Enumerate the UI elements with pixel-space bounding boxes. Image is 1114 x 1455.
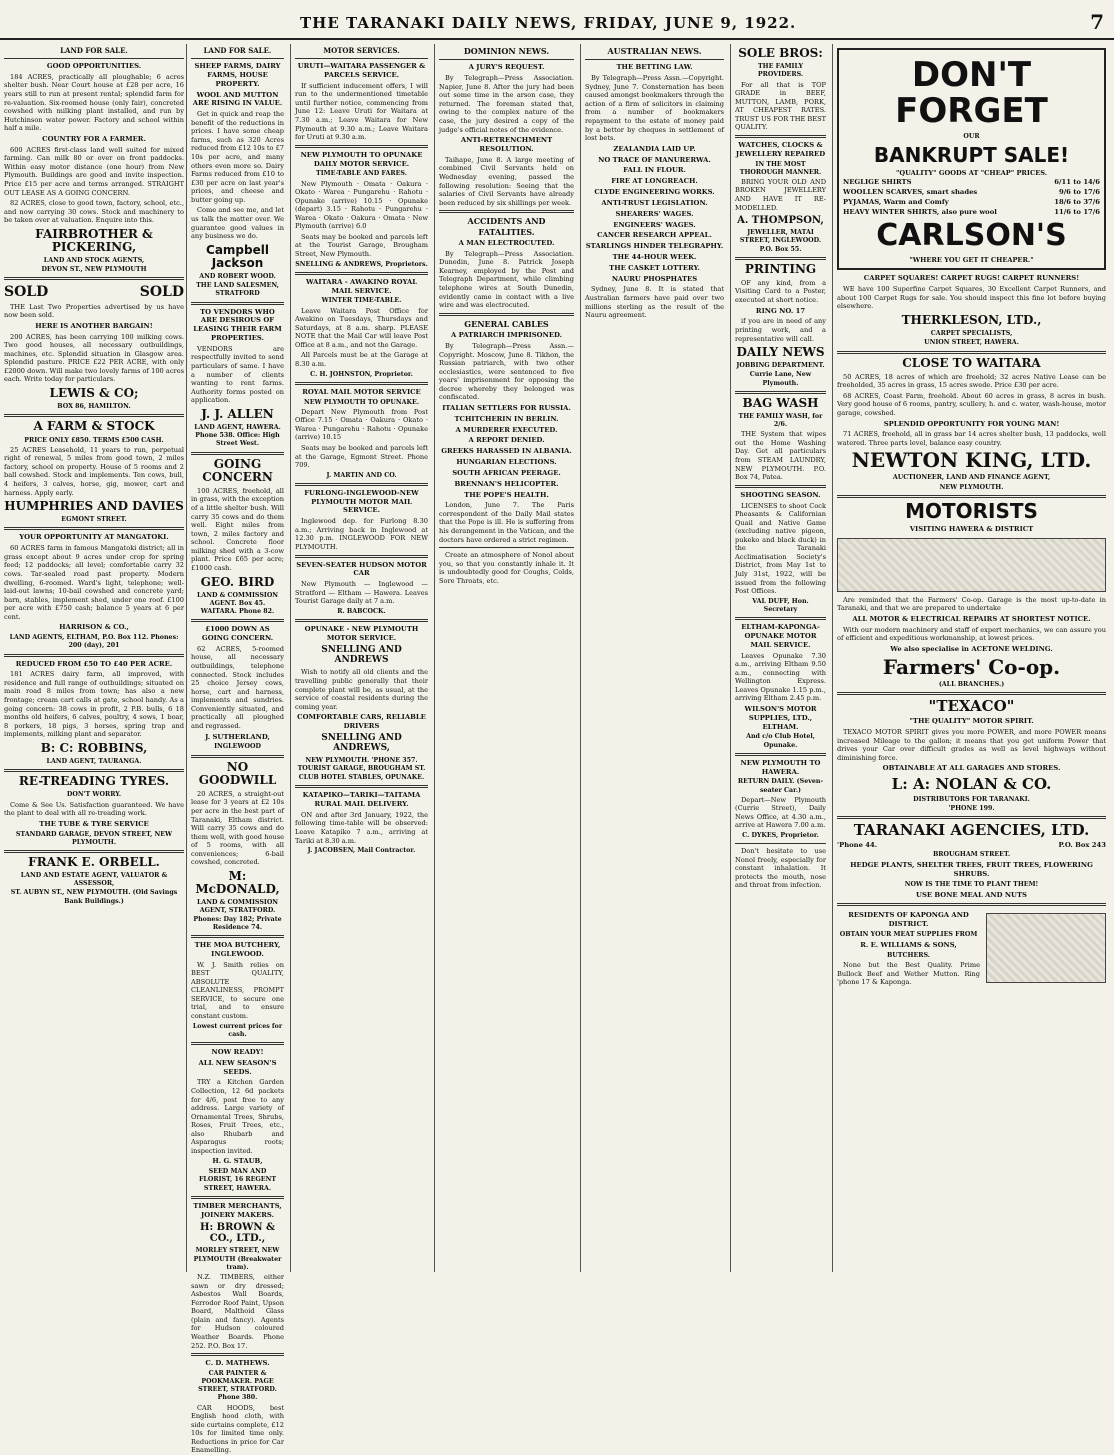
- news-heading: NO TRACE OF MANURERWA.: [598, 155, 711, 164]
- proprietor: C. H. JOHNSTON, Proprietor.: [310, 370, 413, 378]
- ad-text: 25 ACRES Leasehold, 11 years to run, perpetual right of renewal, 5 miles from good town, 2 miles factory, school on property. House of 5 rooms and 2 ball cowshed. Stock and implements. Ten cows, bull, 4 heifers, 3 calves, horse, gig, mower, cart and harness. Apply early.: [4, 445, 184, 497]
- ad-heading: KATAPIKO—TARIKI—TAITAMA RURAL MAIL DELIVERY.: [302, 791, 421, 809]
- ad-headline: DON'T FORGET: [895, 55, 1048, 131]
- ad-heading: GOOD OPPORTUNITIES.: [46, 62, 142, 71]
- news-text: By Telegraph—Press Assn.—Copyright. Moscow, June 8. Tikhon, the Russian patriarch, with two other ecclesiastics, were sentenced to five years' imprisonment for opposing the decree whereby they belonged was confiscated.: [439, 341, 574, 402]
- ad-text: ON and after 3rd January, 1922, the following time-table will be observed: Leave Katapiko 7 a.m., arriving at Tariki at 8.30 a.m.: [295, 810, 428, 845]
- store-name: Farmers' Co-op.: [882, 654, 1061, 679]
- ad-heading: TO VENDORS WHO ARE DESIROUS OF LEASING THEIR FARM PROPERTIES.: [193, 307, 282, 343]
- news-heading: SOUTH AFRICAN PEERAGE.: [452, 468, 561, 477]
- agent-address: LAND & COMMISSION AGENT. Box 45. WAITARA. Phone 82.: [196, 591, 279, 616]
- news-heading: STARLINGS HINDER TELEGRAPHY.: [585, 242, 724, 251]
- news-heading: ZEALANDIA LAID UP.: [613, 144, 696, 153]
- proprietor: C. DYKES, Proprietor.: [742, 831, 819, 839]
- ad-headline: CLOSE TO WAITARA: [902, 355, 1041, 370]
- agent-name: HUMPHRIES AND DAVIES: [4, 499, 184, 514]
- news-heading: HUNGARIAN ELECTIONS.: [456, 458, 557, 467]
- proprietor: SNELLING & ANDREWS, Proprietors.: [295, 260, 428, 268]
- agent-address: Currie Lane, New Plymouth.: [749, 371, 812, 387]
- ad-heading: SPLENDID OPPORTUNITY FOR YOUNG MAN!: [883, 419, 1060, 428]
- ad-heading: USE BONE MEAL AND NUTS: [916, 891, 1027, 900]
- agent-address: BOX 86, HAMILTON.: [57, 403, 131, 411]
- proprietor: J. JACOBSEN, Mail Contractor.: [307, 847, 416, 855]
- item-name: PYJAMAS, Warm and Comfy: [843, 197, 949, 206]
- ad-heading: COMFORTABLE CARS, RELIABLE DRIVERS: [297, 713, 426, 731]
- section-heading: MOTOR SERVICES.: [323, 46, 400, 55]
- news-text: Create an atmosphere of Nonol about you, so that you constantly inhale it. It is undoubtedly good for Coughs, Colds, Sore Throats, etc.: [439, 551, 574, 585]
- price-line: [843, 208, 1100, 217]
- news-heading: ITALIAN SETTLERS FOR RUSSIA.: [442, 403, 571, 412]
- ad-text: Are reminded that the Farmers' Co-op. Garage is the most up-to-date in Taranaki, and that we are prepared to undertake: [837, 595, 1106, 613]
- ad-sub: THE FAMILY WASH, for 2/6.: [738, 412, 823, 429]
- ad-text: Get in quick and reap the benefit of the reductions in prices. I have some cheap farms, such as 320 Acres reduced from £12 10s to £7 10s per acre, and many others even more so. Dairy Farms reduced from £10 to £30 per acre on last year's prices, and cheese and butter going up.: [191, 110, 285, 204]
- agent-name: A. THOMPSON,: [737, 215, 824, 227]
- ad-heading: SHOOTING SEASON.: [740, 490, 821, 499]
- ad-heading: ALL MOTOR & ELECTRICAL REPAIRS AT SHORTEST NOTICE.: [852, 614, 1091, 623]
- agent-name: FAIRBROTHER & PICKERING,: [35, 226, 153, 254]
- ad-heading: SEVEN-SEATER HUDSON MOTOR CAR: [296, 560, 427, 578]
- agent-address: And c/o Club Hotel, Opunake.: [746, 733, 815, 749]
- news-heading: FIRE AT LONGREACH.: [611, 177, 698, 186]
- news-heading: A MURDERER EXECUTED.: [455, 425, 558, 434]
- ad-headline: PRINTING: [744, 261, 817, 276]
- section-heading: LAND FOR SALE.: [60, 46, 128, 55]
- agent-address: LAND AGENT, HAWERA. Phone 538. Office: High Street West.: [194, 424, 281, 448]
- agent-address: CLUB HOTEL STABLES, OPUNAKE.: [298, 774, 425, 782]
- ad-heading: THE MOA BUTCHERY, INGLEWOOD.: [194, 941, 281, 958]
- ad-text: 60 ACRES farm in famous Mangatoki district; all in grass except about 9 acres under crop for spring feed; 12 paddocks; all level; comfortable carry 32 cows. Tar-sealed road past property. Modern dwelling, 6-roomed. Ward's light, telephone; well-laid-out lawns; 10-bail cowshed and concrete yard; barn, stables, implement shed, under one roof. £100 per acre with £750 cash; balance 5 years at 6 per cent.: [4, 544, 184, 621]
- agent-address: LAND & COMMISSION AGENT, STRATFORD. Phones: Day 182; Private Residence 74.: [193, 899, 282, 931]
- ad-heading: FURLONG-INGLEWOOD-NEW PLYMOUTH MOTOR MAIL SERVICE.: [304, 488, 419, 515]
- agent-name: B: C: ROBBINS,: [40, 740, 148, 755]
- ad-text: THE System that wipes out the Home Washing Day. Get all particulars from STEAM LAUNDRY, NEW PLYMOUTH. P.O. Box 74, Patea.: [735, 430, 826, 482]
- agent-address: NEW PLYMOUTH. 'PHONE 357. TOURIST GARAGE, BROUGHAM ST.: [297, 756, 426, 772]
- ad-text: Leaves Opunake 7.30 a.m., arriving Eltham 9.50 a.m., connecting with Wellington Express. Leaves Opunake 1.15 p.m., arriving Eltham 2.45 p.m.: [735, 651, 826, 703]
- ad-sub: (ALL BRANCHES.): [938, 680, 1005, 688]
- car-illustration: [837, 538, 1106, 592]
- ad-text: 100 ACRES, freehold, all in grass, with the exception of a little shelter bush. Will carry 35 cows and do them well. Eight miles from town, 2 miles factory and school. Concrete floor milking shed with a 3-cow plant. Price £65 per acre; £1000 cash.: [191, 486, 284, 572]
- agent-name: H: BROWN & CO., LTD.,: [200, 1222, 275, 1245]
- column-5: [580, 44, 728, 1272]
- ad-text: With our modern machinery and staff of expert mechanics, we can assure you of efficient and expeditious workmanship, at lowest prices.: [837, 625, 1106, 643]
- ad-headline: "TEXACO": [928, 696, 1015, 715]
- agent-name: TARANAKI AGENCIES, LTD.: [853, 820, 1090, 839]
- ad-text: LICENSES to shoot Cock Pheasants & Californian Quail and Native Game (excluding native pigeon, pukeko and black duck) in the Taranaki Acclimatisation Society's District, from May 1st to July 31st, 1922, will be issued from the following Post Offices.: [735, 501, 826, 596]
- agent-sub: AUCTIONEER, LAND AND FINANCE AGENT,: [892, 474, 1051, 482]
- column-1: [4, 44, 184, 1272]
- ad-sub: DON'T WORRY.: [66, 791, 122, 799]
- news-heading: NAURU PHOSPHATES: [611, 274, 698, 283]
- ad-heading: REDUCED FROM £50 TO £40 PER ACRE.: [15, 659, 173, 668]
- ad-text: All Parcels must be at the Garage at 8.30 a.m.: [295, 351, 428, 368]
- ad-text: None but the Best Quality. Prime Bullock Beef and Wether Mutton. Ring 'phone 17 & Kaponga.: [837, 960, 980, 987]
- ad-sub: TIME-TABLE AND FARES.: [316, 170, 407, 178]
- agent-address: BROUGHAM STREET.: [932, 851, 1011, 859]
- ad-text: W. J. Smith relies on BEST QUALITY, ABSOLUTE CLEANLINESS, PROMPT SERVICE, to secure one trial, and to ensure constant custom.: [191, 960, 284, 1021]
- section-heading: ACCIDENTS AND FATALITIES.: [467, 216, 546, 237]
- ad-sub: "QUALITY" GOODS AT "CHEAP" PRICES.: [895, 168, 1048, 177]
- price-line: [843, 178, 1100, 187]
- ad-text: If sufficient inducement offers, I will run to the undermentioned timetable until further notice, commencing from June 12: Leave Uruti for Waitara at 7.30 a.m.; Leave Waitara for New Plymouth at 9.30 a.m.; Leave Waitara for Uruti at 9.30 a.m.: [295, 81, 428, 142]
- ad-heading: COUNTRY FOR A FARMER.: [42, 134, 146, 143]
- ad-heading: SHEEP FARMS, DAIRY FARMS, HOUSE PROPERTY.: [194, 62, 281, 88]
- ad-heading: URUTI—WAITARA PASSENGER & PARCELS SERVICE.: [297, 62, 426, 79]
- item-name: WOOLLEN SCARVES, smart shades: [843, 187, 978, 196]
- ad-text: 20 ACRES, a straight-out lease for 3 years at £2 10s per acre in the best part of Taranaki, Eltham district. Will carry 35 cows and do them well, with good house of 5 rooms, with all conveniences; 6-bail cowshed, concreted.: [191, 789, 284, 867]
- ad-heading: WOOL AND MUTTON ARE RISING IN VALUE.: [192, 90, 283, 108]
- store-slogan: "WHERE YOU GET IT CHEAPER.": [909, 255, 1034, 264]
- ad-text: 68 ACRES, Coast Farm, freehold. About 60 acres in grass, 8 acres in bush. Very good house of 6 rooms, pantry, scullery, h. and c. water, wash-house, motor garage, cowshed.: [837, 391, 1106, 417]
- news-heading: ANTI-RETRENCHMENT RESOLUTION.: [460, 136, 553, 153]
- news-heading: A PATRIARCH IMPRISONED.: [450, 331, 563, 340]
- news-heading: TCHITCHERIN IN BERLIN.: [454, 414, 559, 423]
- ad-headline: NO GOODWILL: [198, 759, 277, 787]
- ad-text: N.Z. TIMBERS, either sawn or dry dressed; Asbestos Wall Boards, Ferrodor Roof Paint, Upson Board, Malthoid Glass (plain and fancy). Agents for Hudson coloured Weather Boards. Phone 252. P.O. Box 17.: [191, 1273, 284, 1350]
- ad-text: New Plymouth — Inglewood — Stratford — Eltham — Hawera. Leaves Tourist Garage daily at 7 a.m.: [295, 580, 428, 606]
- agent-address: CAR PAINTER & POOKMAKER. PAGE STREET, STRATFORD. Phone 380.: [198, 1369, 277, 1402]
- ad-sub: BUTCHERS.: [886, 951, 930, 959]
- timetable-text: Depart New Plymouth from Post Office 7.15 · Omata · Oakura · Okato · Warea · Pungarehu · Rahotu · Opunake (arrive) 10.15: [295, 407, 428, 442]
- agent-address: NEW PLYMOUTH.: [939, 483, 1004, 491]
- ad-note: Lowest current prices for cash.: [192, 1022, 283, 1038]
- news-heading: GREEKS HARASSED IN ALBANIA.: [441, 447, 572, 456]
- ad-heading: NEW PLYMOUTH TO OPUNAKE DAILY MOTOR SERVICE.: [300, 150, 423, 168]
- agent-address: LAND AGENT, TAURANGA.: [46, 758, 142, 766]
- agent-sub: LAND AND ESTATE AGENT, VALUATOR & ASSESSOR,: [20, 872, 168, 888]
- ad-text: Depart—New Plymouth (Currie Street), Daily News Office, at 4.30 a.m., arrive at Hawera 7.00 a.m.: [735, 795, 826, 830]
- ad-text: TRY a Kitchen Garden Collection, 12 6d packets for 4/6, post free to any address. Large variety of Ornamental Trees, Shrubs, Roses, Fruit Trees, etc., also Rhubarb and Asparagus roots; inspection invited.: [191, 1078, 284, 1155]
- news-text: Sydney, June 8. It is stated that Australian farmers have paid over two millions sterling as the result of the Nauru agreement.: [585, 285, 724, 320]
- agent-address: THE LAND SALESMEN, STRATFORD: [196, 282, 279, 298]
- news-heading: ANTI-TRUST LEGISLATION.: [601, 198, 708, 207]
- agent-sub: AND ROBERT WOOD.: [199, 273, 276, 281]
- ad-sub: IN THE MOST THOROUGH MANNER.: [739, 160, 822, 176]
- news-heading: A MAN ELECTROCUTED.: [458, 238, 555, 247]
- ad-text: 82 ACRES, close to good town, factory, school, etc., and now carrying 30 cows. Stock and machinery to be taken over at valuation. Enquire into this.: [4, 199, 184, 225]
- ad-heading: NEW PLYMOUTH TO HAWERA.: [740, 758, 821, 776]
- kaponga-text: [837, 909, 980, 989]
- agent-name: FRANK E. ORBELL.: [28, 854, 160, 869]
- section-heading: AUSTRALIAN NEWS.: [607, 46, 702, 56]
- sold-left: SOLD: [4, 284, 49, 301]
- page-number: 7: [1090, 10, 1104, 34]
- ad-heading: ELTHAM-KAPONGA-OPUNAKE MOTOR MAIL SERVICE.: [741, 623, 820, 649]
- agent-name: C. D. MATHEWS.: [205, 1359, 270, 1368]
- agency-box: P.O. Box 243: [1058, 841, 1106, 850]
- section-heading: LAND FOR SALE.: [203, 46, 272, 55]
- ad-heading: RESIDENTS OF KAPONGA AND DISTRICT.: [848, 911, 969, 928]
- section-heading: GENERAL CABLES: [464, 318, 549, 329]
- ad-heading: NOW READY!: [211, 1047, 264, 1056]
- agent-name: NEWTON KING, LTD.: [851, 448, 1092, 473]
- agent-name: M: McDONALD,: [195, 868, 280, 897]
- ad-text: 62 ACRES, 5-roomed house, all necessary outbuildings, telephone connected. Stock includes 25 choice Jersey cows, horse, cart and harness, implements and sundries. Conveniently situated, and practically all ploughed and regrassed.: [191, 644, 284, 730]
- column-7: [832, 44, 1110, 1272]
- agent-sub: LAND AND STOCK AGENTS,: [43, 257, 145, 265]
- agent-address: SEED MAN AND FLORIST, 16 REGENT STREET, HAWERA.: [198, 1168, 277, 1192]
- column-4: [434, 44, 578, 1272]
- news-heading: THE POPE'S HEALTH.: [464, 490, 549, 499]
- news-text: Taihape, June 8. A large meeting of combined Civil Servants held on Wednesday evening, passed the following resolution: Seeing that the salaries of Civil Servants have already been reduced by six shillings per week.: [439, 155, 574, 207]
- store-name: CARLSON'S: [876, 218, 1067, 254]
- ad-text: CAR HOODS, best English hood cloth, with side curtains complete, £12 10s for limited time only. Reductions in price for Car Enamelling.: [191, 1403, 284, 1455]
- agency-phone: 'Phone 44.: [837, 841, 878, 850]
- ad-price: PRICE ONLY £850. TERMS £500 CASH.: [24, 436, 164, 444]
- ad-heading: OBTAINABLE AT ALL GARAGES AND STORES.: [882, 764, 1061, 773]
- ad-heading: £1000 DOWN AS GOING CONCERN.: [201, 625, 274, 643]
- ad-text: Come and see me, and let us talk the matter over. We guarantee good values in any business we do.: [191, 206, 284, 241]
- agent-address: UNION STREET, HAWERA.: [924, 339, 1019, 347]
- ad-headline: RE-TREADING TYRES.: [18, 774, 170, 789]
- agent-name: GEO. BIRD: [200, 574, 275, 589]
- ad-heading: OPUNAKE - NEW PLYMOUTH MOTOR SERVICE.: [304, 625, 419, 642]
- ad-text: WE have 100 Superfine Carpet Squares, 30 Excellent Carpet Runners, and about 100 Carpet Rugs for sale. You should inspect this fine lot before buying elsewhere.: [837, 285, 1106, 311]
- newspaper-title: THE TARANAKI DAILY NEWS, FRIDAY, JUNE 9, 1922.: [300, 14, 797, 32]
- ad-text: Seats may be booked and parcels left at the Tourist Garage, Brougham Street, New Plymouth.: [295, 232, 428, 259]
- masthead: [0, 0, 1114, 40]
- item-name: HEAVY WINTER SHIRTS, also pure wool: [843, 207, 997, 216]
- news-heading: ENGINEERS' WAGES.: [613, 220, 696, 229]
- ad-sub: VISITING HAWERA & DISTRICT: [909, 524, 1034, 533]
- news-heading: THE 44-HOUR WEEK.: [612, 253, 697, 261]
- ad-headline: A FARM & STOCK: [33, 419, 155, 434]
- proprietor: R. BABCOCK.: [337, 607, 386, 615]
- ad-headline: MOTORISTS: [905, 498, 1038, 523]
- news-heading: CANCER RESEARCH APPEAL.: [597, 231, 712, 240]
- ad-text: TEXACO MOTOR SPIRIT gives you more POWER, and more POWER means increased Mileage to the gallon; it means that you get uniform Power that drives your Car over difficult grades as well as level highways without diminishing force.: [837, 728, 1106, 762]
- ad-text: THE Last Two Properties advertised by us have now been sold.: [4, 302, 184, 320]
- ad-sub: WINTER TIME-TABLE.: [321, 297, 402, 305]
- news-text: By Telegraph—Press Association. Napier, June 8. After the jury had been out some time in the arson case, they returned. The foreman stated that, owing to the complex nature of the case, the jury desired a copy of the judge's official notes of the evidence.: [439, 74, 574, 134]
- ad-headline: DAILY NEWS: [736, 345, 825, 360]
- news-text: London, June 7. The Paris correspondent of the Daily Mail states that the Pope is ill. He is suffering from his derangement in the Vatican, and the doctors have ordered a strict regimen.: [439, 501, 574, 544]
- hotel-illustration: [986, 913, 1106, 983]
- news-heading: THE CASKET LOTTERY.: [609, 263, 700, 272]
- ad-heading: WATCHES, CLOCKS & JEWELLERY REPAIRED: [735, 140, 826, 158]
- kaponga-ad: [837, 909, 1106, 989]
- agent-sub: CARPET SPECIALISTS,: [930, 330, 1013, 338]
- agent-name: THERKLESON, LTD.,: [901, 313, 1042, 327]
- column-3: [290, 44, 432, 1272]
- agent-name: HARRISON & CO.,: [59, 623, 129, 632]
- ad-text: if you are in need of any printing work, and a representative will call.: [735, 317, 826, 343]
- agent-address: EGMONT STREET.: [61, 516, 127, 524]
- agent-address: MORLEY STREET, NEW PLYMOUTH (Breakwater tram).: [193, 1247, 282, 1271]
- ad-headline: BANKRUPT SALE!: [873, 142, 1070, 167]
- ad-heading: HERE IS ANOTHER BARGAIN!: [35, 321, 153, 330]
- agent-name: SNELLING AND ANDREWS,: [321, 732, 402, 753]
- ad-heading: CARPET SQUARES! CARPET RUGS! CARPET RUNNERS!: [863, 274, 1080, 283]
- item-price: 9/6 to 17/6: [1058, 187, 1100, 196]
- agent-address: STANDARD GARAGE, DEVON STREET, NEW PLYMOUTH.: [15, 830, 173, 846]
- column-6: [730, 44, 830, 1272]
- section-heading: DOMINION NEWS.: [463, 46, 550, 56]
- news-heading: BRENNAN'S HELICOPTER.: [454, 479, 559, 488]
- agency-contacts: [837, 841, 1106, 850]
- ad-headline: BAG WASH: [742, 395, 819, 410]
- news-heading: SHEARERS' WAGES.: [615, 209, 694, 218]
- ad-text: Leave Waitara Post Office for Awakino on Tuesdays, Thursdays and Saturdays, at 8 a.m. sharp. PLEASE NOTE that the Mail Car will leave Post Office at 8 a.m., and not the Garage.: [295, 306, 428, 349]
- bankrupt-sale-ad: [837, 48, 1106, 270]
- column-2: [186, 44, 288, 1455]
- agent-phone: 'PHONE 199.: [948, 804, 995, 812]
- news-text: By Telegraph—Press Association. Dunedin, June 8. Patrick Joseph Kearney, employed by the Post and Telegraph Department, while climbing telephone wires at South Dunedin, evidently came in contact with a live wire and was electrocuted.: [439, 249, 574, 310]
- agent-address: JEWELLER, MATAI STREET, INGLEWOOD. P.O. Box 55.: [739, 229, 822, 253]
- ad-text: Wish to notify all old clients and the travelling public generally that their complete plant will be, as usual, at the service of coastal residents during the coming year.: [295, 668, 428, 711]
- agent-address: ST. AUBYN ST., NEW PLYMOUTH. (Old Savings Bank Buildings.): [10, 889, 178, 905]
- ad-text: OF any kind, from a Visiting Card to a Poster, executed at short notice.: [735, 278, 826, 304]
- agent-name: J. SUTHERLAND,: [205, 732, 270, 741]
- sold-heading: [4, 283, 184, 301]
- ad-heading: WAITARA - AWAKINO ROYAL MAIL SERVICE.: [305, 277, 418, 295]
- news-heading: A JURY'S REQUEST.: [468, 63, 545, 72]
- sold-right: SOLD: [139, 284, 184, 301]
- agent-name: LEWIS & CO;: [49, 385, 139, 400]
- ad-sub: RETURN DAILY. (Seven-seater Car.): [737, 778, 824, 794]
- ad-heading: ALL NEW SEASON'S SEEDS.: [198, 1058, 277, 1076]
- ad-sub: NEW PLYMOUTH TO OPUNAKE.: [303, 398, 420, 406]
- agent-name: H. G. STAUB,: [212, 1157, 263, 1166]
- timetable-text: Inglewood dep. for Furlong 8.30 a.m.; Arriving back in Inglewood at 12.30 p.m. INGLEWOOD FOR NEW PLYMOUTH.: [295, 517, 428, 551]
- agent-name: R. E. WILLIAMS & SONS,: [860, 940, 957, 949]
- ad-text: 50 ACRES, 18 acres of which are freehold; 32 acres Native Lease can be freeholded, 35 acres in grass, 15 acres swede. Price £30 per acre.: [837, 372, 1106, 390]
- agent-name: J. J. ALLEN: [201, 406, 274, 421]
- ad-sub: OBTAIN YOUR MEAT SUPPLIES FROM: [839, 930, 978, 938]
- price-line: [843, 198, 1100, 207]
- proprietor: VAL DUFF, Hon. Secretary: [752, 597, 809, 613]
- timetable-text: New Plymouth · Omata · Oakura · Okato · Warea · Pungarehu · Rahotu · Opunake (arrive) 10.15 · Opunake (depart) 3.15 · Rahotu · Pungarehu · Warea · Okato · Oakura · Omata · New Plymouth (arrive) 6.0: [295, 179, 428, 231]
- news-heading: CLYDE ENGINEERING WORKS.: [594, 188, 715, 197]
- news-heading: FALL IN FLOUR.: [623, 166, 686, 175]
- ad-heading: YOUR OPPORTUNITY AT MANGATOKI.: [19, 533, 169, 542]
- ad-text: Seats may be booked and parcels left at the Garage, Egmont Street. Phone 709.: [295, 443, 428, 470]
- ad-text: BRING YOUR OLD AND BROKEN JEWELLERY AND HAVE IT RE-MODELLED.: [735, 177, 826, 212]
- ad-text: 184 ACRES, practically all ploughable; 6 acres shelter bush. Near Court house at £28 per acre, 16 years still to run at present rental; splendid farm for re-valuation. Six-roomed house (only fair), concreted cowshed with milking plant installed, and run by Hutchinson water power. Factory and school within half a mile.: [4, 72, 184, 133]
- ad-heading: We also specialise in ACETONE WELDING.: [890, 644, 1053, 653]
- news-heading: A REPORT DENIED.: [468, 436, 545, 445]
- ad-sub: JOBBING DEPARTMENT.: [736, 362, 825, 370]
- news-heading: THE BETTING LAW.: [616, 63, 693, 72]
- ad-text: For all that is TOP GRADE in BEEF, MUTTON, LAMB, PORK, AT CHEAPEST RATES. TRUST US FOR THE BEST QUALITY.: [735, 80, 826, 132]
- ad-headline: SOLE BROS:: [738, 46, 823, 60]
- price-line: [843, 188, 1100, 197]
- ad-text: 600 ACRES first-class land well suited for mixed farming. Can milk 80 or over on front paddocks. Within easy motor distance (one hour) from New Plymouth. Buildings are good and invite inspection. Price £15 per acre and terms arranged. STRAIGHT OUT LEASE AS A GOING CONCERN.: [4, 145, 184, 197]
- ad-heading: THE TUBE & TYRE SERVICE: [39, 819, 149, 828]
- ad-sub: OUR: [963, 133, 980, 141]
- ad-sub: "THE QUALITY" MOTOR SPIRIT.: [909, 717, 1034, 726]
- ad-text: Don't hesitate to use Nonol freely, especially for constant inhalation. It protects the mouth, nose and throat from infection.: [735, 847, 826, 890]
- agent-name: SNELLING AND ANDREWS: [321, 644, 402, 665]
- ad-text: 200 ACRES, has been carrying 100 milking cows. Two good houses, all necessary outbuildings, machines, etc. Splendid situation in Glasgow area. Splendid pasture. PRICE £22 PER ACRE, with only £2000 down. Will make two lovely farms of 100 acres each. Write today for particulars.: [4, 332, 184, 384]
- ad-heading: RING NO. 17: [755, 306, 806, 315]
- ad-sub: THE FAMILY PROVIDERS.: [757, 63, 804, 79]
- agent-name: WILSON'S MOTOR SUPPLIES, LTD., ELTHAM.: [744, 704, 817, 731]
- agent-name: Campbell Jackson: [206, 242, 269, 270]
- item-name: NEGLIGE SHIRTS: [843, 178, 912, 187]
- ad-text: 71 ACRES, freehold, all in grass bar 14 acres shelter bush, 13 paddocks, well watered. Three parts level, balance easy country.: [837, 430, 1106, 447]
- news-text: By Telegraph—Press Assn.—Copyright. Sydney, June 7. Consternation has been caused amongst bookmakers through the action of a firm of solicitors in claiming from a number of bookmakers repayment to the estate of money paid by a bettor by cheques in settlement of lost bets.: [585, 74, 724, 143]
- ad-headline: GOING CONCERN: [202, 456, 273, 484]
- price-lines: [843, 178, 1100, 216]
- ad-text: VENDORS are respectfully invited to send particulars of same. I have a number of clients wanting to rent farms. Authority forms posted on application.: [191, 344, 284, 405]
- ad-heading: TIMBER MERCHANTS, JOINERY MAKERS.: [193, 1201, 282, 1219]
- agent-name: L: A: NOLAN & CO.: [891, 775, 1052, 794]
- proprietor: J. MARTIN AND CO.: [326, 471, 397, 479]
- agent-address: DEVON ST., NEW PLYMOUTH: [41, 266, 147, 274]
- ad-text: 181 ACRES dairy farm, all improved, with residence and full range of outbuildings; situated on main road 8 miles from town; has also a new frontage; cream cart calls at gate, school handy. As a going concern: 38 cows in profit, 2 P.B. bulls, 6 18 months old heifers, 6 calves, poultry, 4 sows, 1 boar, 8 porkers, 18 pigs, 3 horses, spring trap and implements, milking plant and separator.: [4, 670, 184, 739]
- agent-sub: DISTRIBUTORS FOR TARANAKI.: [913, 795, 1030, 803]
- ad-heading: ROYAL MAIL MOTOR SERVICE: [302, 387, 421, 396]
- item-price: 18/6 to 37/6: [1054, 197, 1100, 206]
- ad-sub: NOW IS THE TIME TO PLANT THEM!: [904, 881, 1039, 889]
- item-price: 11/6 to 17/6: [1054, 207, 1100, 216]
- ad-text: Come & See Us. Satisfaction guaranteed. We have the plant to deal with all re-treading work.: [4, 800, 184, 818]
- agent-address: INGLEWOOD: [214, 743, 261, 751]
- item-price: 6/11 to 14/6: [1054, 178, 1100, 187]
- ad-heading: HEDGE PLANTS, SHELTER TREES, FRUIT TREES, FLOWERING SHRUBS.: [850, 861, 1093, 879]
- agent-address: LAND AGENTS, ELTHAM, P.O. Box 112. Phones: 200 (day), 201: [9, 634, 179, 650]
